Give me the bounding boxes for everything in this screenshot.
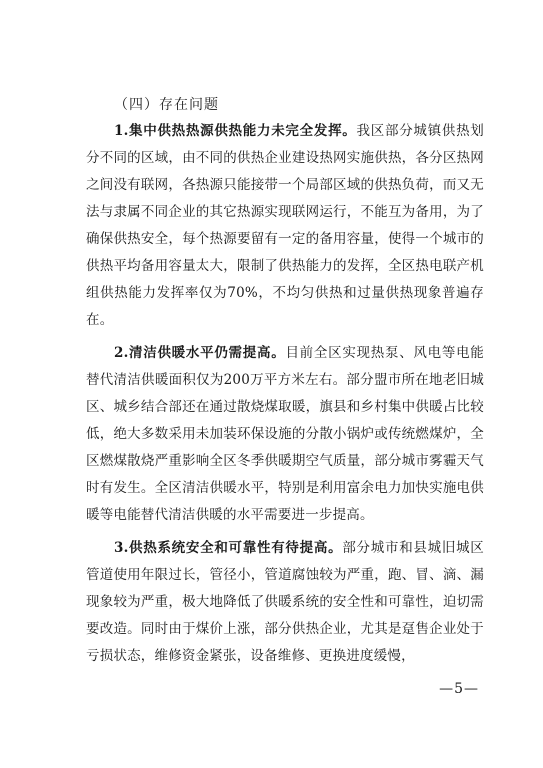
paragraph-2-lead: 2.清洁供暖水平仍需提高。 — [114, 345, 286, 361]
paragraph-2-body: 目前全区实现热泵、风电等电能替代清洁供暖面积仅为200万平方米左右。部分盟市所在地老旧城区、城乡结合部还在通过散烧煤取暖，旗县和乡村集中供暖占比较低，绝大多数采用未加装环保设施的分散小锅炉或传统燃煤炉，全区燃煤散烧严重影响全区冬季供暖期空气质量，部分城市雾霾天气时有发生。全区清洁供暖水平，特别是利用富余电力加快实施电供暖等电能替代清洁供暖的水平需要进一步提高。 — [86, 345, 484, 523]
paragraph-2 — [86, 340, 484, 529]
paragraph-1-body: 我区部分城镇供热划分不同的区域，由不同的供热企业建设热网实施供热，各分区热网之间没有联网，各热源只能接带一个局部区域的供热负荷，而又无法与隶属不同企业的其它热源实现联网运行，不能互为备用，为了确保供热安全，每个热源要留有一定的备用容量，使得一个城市的供热平均备用容量太大，限制了供热能力的发挥，全区热电联产机组供热能力发挥率仅为70%，不均匀供热和过量供热现象普遍存在。 — [86, 123, 484, 328]
section-heading: （四）存在问题 — [114, 97, 219, 113]
page-number: —5— — [439, 681, 479, 697]
paragraph-3-body: 部分城市和县城旧城区管道使用年限过长，管径小，管道腐蚀较为严重，跑、冒、滴、漏现象较为严重，极大地降低了供暖系统的安全性和可靠性，迫切需要改造。同时由于煤价上涨，部分供热企业，尤其是趸售企业处于亏损状态，维修资金紧张，设备维修、更换进度缓慢， — [86, 540, 485, 664]
paragraph-3-lead: 3.供热系统安全和可靠性有待提高。 — [114, 540, 343, 556]
paragraph-1-lead: 1.集中供热热源供热能力未完全发挥。 — [114, 123, 357, 139]
page-content — [86, 92, 484, 670]
paragraph-3 — [86, 535, 484, 670]
paragraph-1 — [86, 118, 484, 334]
